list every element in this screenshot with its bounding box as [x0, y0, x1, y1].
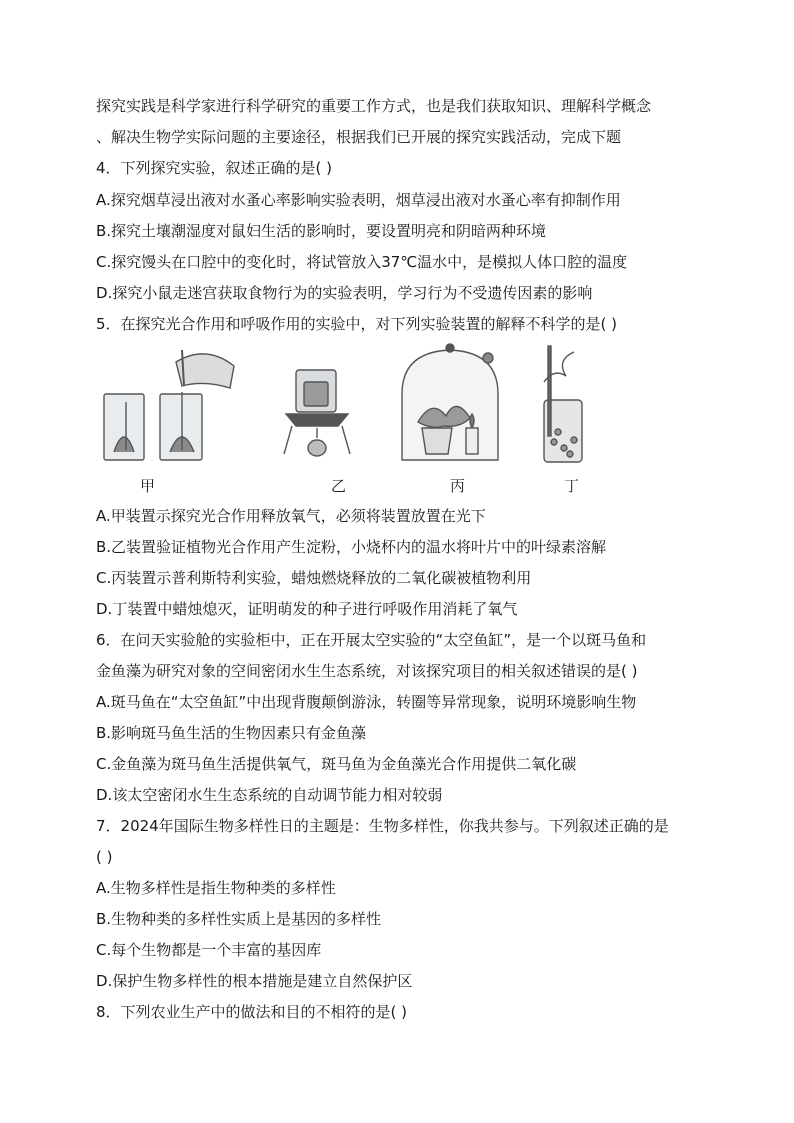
apparatus-jia — [104, 350, 234, 460]
question-4-option-b: B.探究土壤潮湿度对鼠妇生活的影响时，要设置明亮和阴暗两种环境 — [96, 222, 547, 240]
question-6-stem-line-1: 6．在问天实验舱的实验柜中，正在开展太空实验的“太空鱼缸”，是一个以斑马鱼和 — [96, 631, 647, 649]
apparatus-bing — [402, 344, 498, 460]
figure-label-yi: 乙 — [331, 477, 347, 495]
intro-line-1: 探究实践是科学家进行科学研究的重要工作方式，也是我们获取知识、理解科学概念 — [96, 97, 652, 115]
intro-line-2: 、解决生物学实际问题的主要途径，根据我们已开展的探究实践活动，完成下题 — [96, 128, 622, 146]
question-8-stem: 8．下列农业生产中的做法和目的不相符的是( ) — [96, 1003, 408, 1021]
question-6-option-d: D.该太空密闭水生生态系统的自动调节能力相对较弱 — [96, 786, 443, 804]
question-6-stem-line-2: 金鱼藻为研究对象的空间密闭水生生态系统，对该探究项目的相关叙述错误的是( ) — [96, 662, 638, 680]
apparatus-yi — [284, 370, 350, 456]
question-4-option-c: C.探究馒头在口腔中的变化时，将试管放入37℃温水中，是模拟人体口腔的温度 — [96, 253, 628, 271]
question-7-option-b: B.生物种类的多样性实质上是基因的多样性 — [96, 910, 382, 928]
question-5-stem: 5．在探究光合作用和呼吸作用的实验中，对下列实验装置的解释不科学的是( ) — [96, 315, 618, 333]
question-5-option-d: D.丁装置中蜡烛熄灭，证明萌发的种子进行呼吸作用消耗了氧气 — [96, 600, 518, 618]
question-7-stem-line-1: 7．2024年国际生物多样性日的主题是：生物多样性，你我共参与。下列叙述正确的是 — [96, 817, 669, 835]
question-5-option-a: A.甲装置示探究光合作用释放氧气，必须将装置放置在光下 — [96, 507, 486, 525]
apparatus-ding — [544, 346, 582, 462]
question-7-option-d: D.保护生物多样性的根本措施是建立自然保护区 — [96, 972, 413, 990]
question-6-option-a: A.斑马鱼在“太空鱼缸”中出现背腹颠倒游泳，转圈等异常现象，说明环境影响生物 — [96, 693, 637, 711]
figure-label-bing: 丙 — [450, 477, 466, 495]
question-5-option-c: C.丙装置示普利斯特利实验，蜡烛燃烧释放的二氧化碳被植物利用 — [96, 569, 532, 587]
question-7-option-c: C.每个生物都是一个丰富的基因库 — [96, 941, 322, 959]
figure-label-ding: 丁 — [564, 477, 580, 495]
question-4-option-a: A.探究烟草浸出液对水蚤心率影响实验表明，烟草浸出液对水蚤心率有抑制作用 — [96, 191, 621, 209]
figure-label-jia: 甲 — [140, 477, 156, 495]
question-6-option-b: B.影响斑马鱼生活的生物因素只有金鱼藻 — [96, 724, 367, 742]
question-4-stem: 4．下列探究实验，叙述正确的是( ) — [96, 159, 333, 177]
question-6-option-c: C.金鱼藻为斑马鱼生活提供氧气，斑马鱼为金鱼藻光合作用提供二氧化碳 — [96, 755, 577, 773]
question-5-option-b: B.乙装置验证植物光合作用产生淀粉，小烧杯内的温水将叶片中的叶绿素溶解 — [96, 538, 607, 556]
question-7-option-a: A.生物多样性是指生物种类的多样性 — [96, 879, 336, 897]
question-7-stem-line-2: ( ) — [96, 848, 113, 866]
question-4-option-d: D.探究小鼠走迷宫获取食物行为的实验表明，学习行为不受遗传因素的影响 — [96, 284, 593, 302]
experiment-apparatus-figure — [96, 342, 616, 502]
